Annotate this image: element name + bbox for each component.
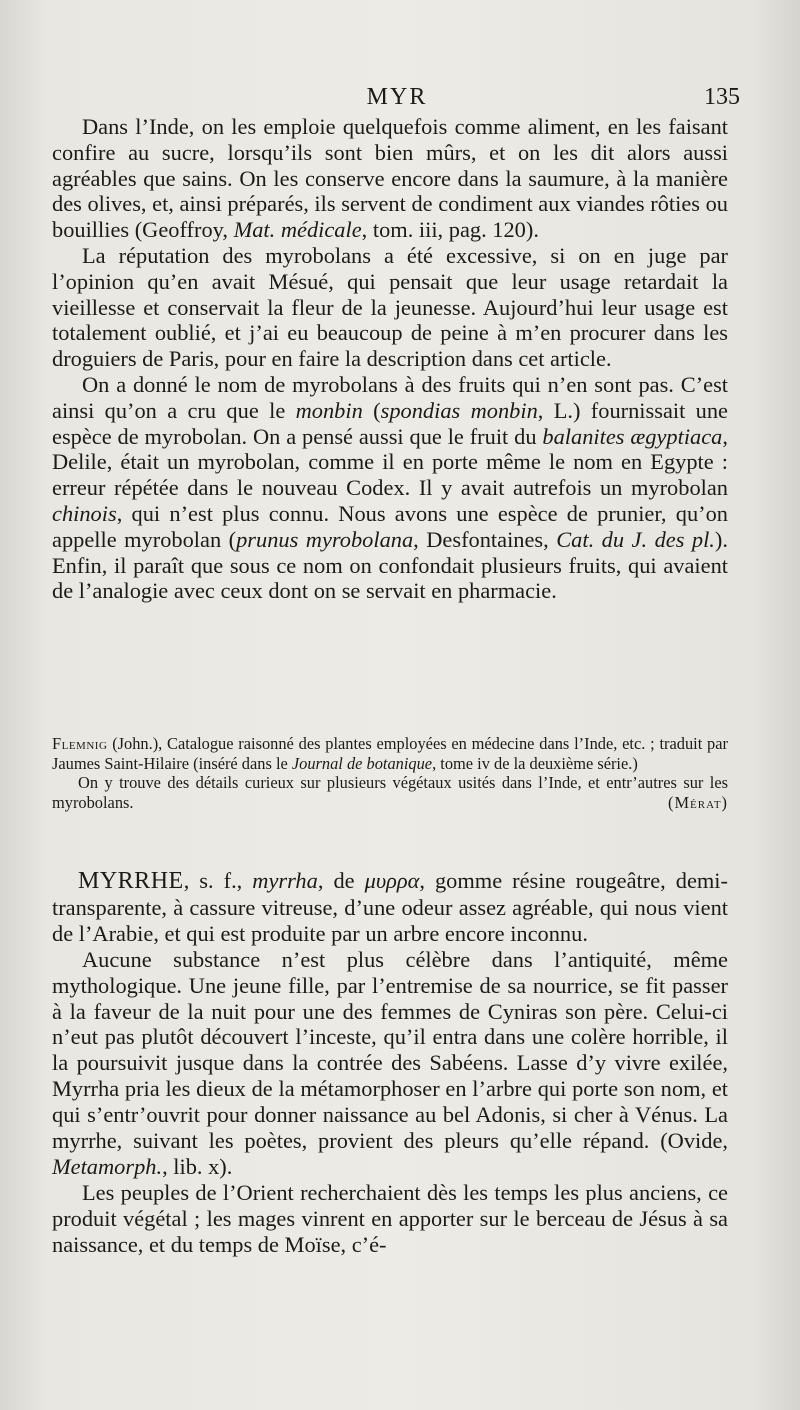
page-header [52,84,742,114]
text-run: On a donné le nom de myrobolans à des fruits qui n’en sont pas. C’est ainsi qu’on a cru que le [52,371,728,423]
bibliography [52,734,728,812]
bibliography-author: Flemnig [52,734,108,753]
text-run: , gomme résine rougeâtre, demi-transparente, à cassure vitreuse, d’une odeur assez agréable, qui nous vient de l’Arabie, et qui est produite par un arbre encore inconnu. [52,868,728,946]
text-run: La réputation des myrobolans a été excessive, si on en juge par l’opinion qu’en avait Mésué, qui pensait que leur usage retardait la vieillesse et conservait la fleur de la jeunesse. Aujourd’hui leur usage est totalement oublié, et j’ai eu beaucoup de peine à m’en procurer dans les droguiers de Paris, pour en faire la description dans cet article. [52,242,728,372]
paragraph [52,1180,728,1258]
text-run: Aucune substance n’est plus célèbre dans l’antiquité, même mythologique. Une jeune fille, par l’entremise de sa nourrice, se fit passer à la faveur de la nuit pour une des femmes de Cyniras son père. Celui-ci n’eut pas plutôt découvert l’inceste, qu’il entra dans une colère horrible, il la poursuivit jusque dans la contrée des Sabéens. Lasse d’y vivre exilée, Myrrha pria les dieux de la métamorphoser en l’arbre qui porte son nom, et qui s’entr’ouvrit pour donner naissance au bel Adonis, si cher à Vénus. La myrrhe, suivant les poètes, provient des pleurs qu’elle répand. (Ovide, [52,946,728,1154]
author-signature: (Mérat) [668,792,728,812]
bibliography-reference [52,734,728,773]
italic-text: monbin [295,397,363,423]
running-head: MYR [366,84,428,110]
text-run: , tom. iii, pag. 120). [361,217,539,243]
text-run: Dans l’Inde, on les emploie quelquefois comme aliment, en les faisant confire au sucre, lorsqu’ils sont bien mûrs, et on les dit alors aussi agréables que sains. On les conserve encore dans la saumure, à la manière des olives, et, ainsi préparés, ils servent de condiment aux viandes rôties ou bouillies (Geoffroy, [52,114,728,243]
text-run: ). Enfin, il paraît que sous ce nom on confondait plusieurs fruits, qui avaient de l’analogie avec ceux dont on se servait en pharmacie. [52,526,728,604]
italic-text: prunus myrobolana [236,526,414,552]
myrobolan-article-continuation [52,114,728,604]
italic-text: spondias monbin [380,397,538,423]
paragraph [52,243,728,372]
text-run: , Delile, était un myrobolan, comme il en porte même le nom en Egypte : erreur répétée dans le nouveau Codex. Il y avait autrefois un myrobolan [52,423,728,501]
text-run: Les peuples de l’Orient recherchaient dès les temps les plus anciens, ce produit végétal ; les mages vinrent en apporter sur le berceau de Jésus à sa naissance, et du temps de Moïse, c’é- [52,1179,728,1257]
italic-text: Metamorph. [52,1153,163,1179]
text-run: , de [317,868,365,893]
headword: MYRRHE [78,868,184,894]
text-run: ( [362,397,381,423]
text-run: , L.) fournissait une espèce de myrobolan. On a pensé aussi que le fruit du [52,397,728,449]
bibliography-text: (John.), Catalogue raisonné des plantes employées en médecine dans l’Inde, etc. ; traduit par Jaumes Saint-Hilaire (inséré dans le [52,734,728,773]
bibliography-note [52,773,728,812]
italic-text: μυρρα [364,868,420,893]
myrrhe-entry [52,868,728,1258]
italic-text: Mat. médicale [233,217,362,243]
text-run: , Desfontaines, [413,526,557,552]
italic-text: balanites ægyptiaca [542,423,723,449]
italic-text: chinois [52,500,117,526]
bibliography-text-end: , tome iv de la deuxième série.) [432,753,638,773]
paragraph [52,114,728,243]
text-run: , lib. x). [162,1153,233,1179]
text-run: , s. f., [183,868,253,893]
italic-text: Cat. du J. des pl. [556,526,715,552]
text-run: , qui n’est plus connu. Nous avons une espèce de prunier, qu’on appelle myrobolan ( [52,500,728,552]
paragraph [52,947,728,1180]
bibliography-note-text: On y trouve des détails curieux sur plusieurs végétaux usités dans l’Inde, et entr’autres sur les myrobolans. [52,773,728,812]
entry-definition [52,868,728,947]
italic-text: myrrha [252,868,318,893]
paragraph [52,372,728,604]
bibliography-journal: Journal de botanique [291,753,433,773]
page-number: 135 [704,84,740,110]
